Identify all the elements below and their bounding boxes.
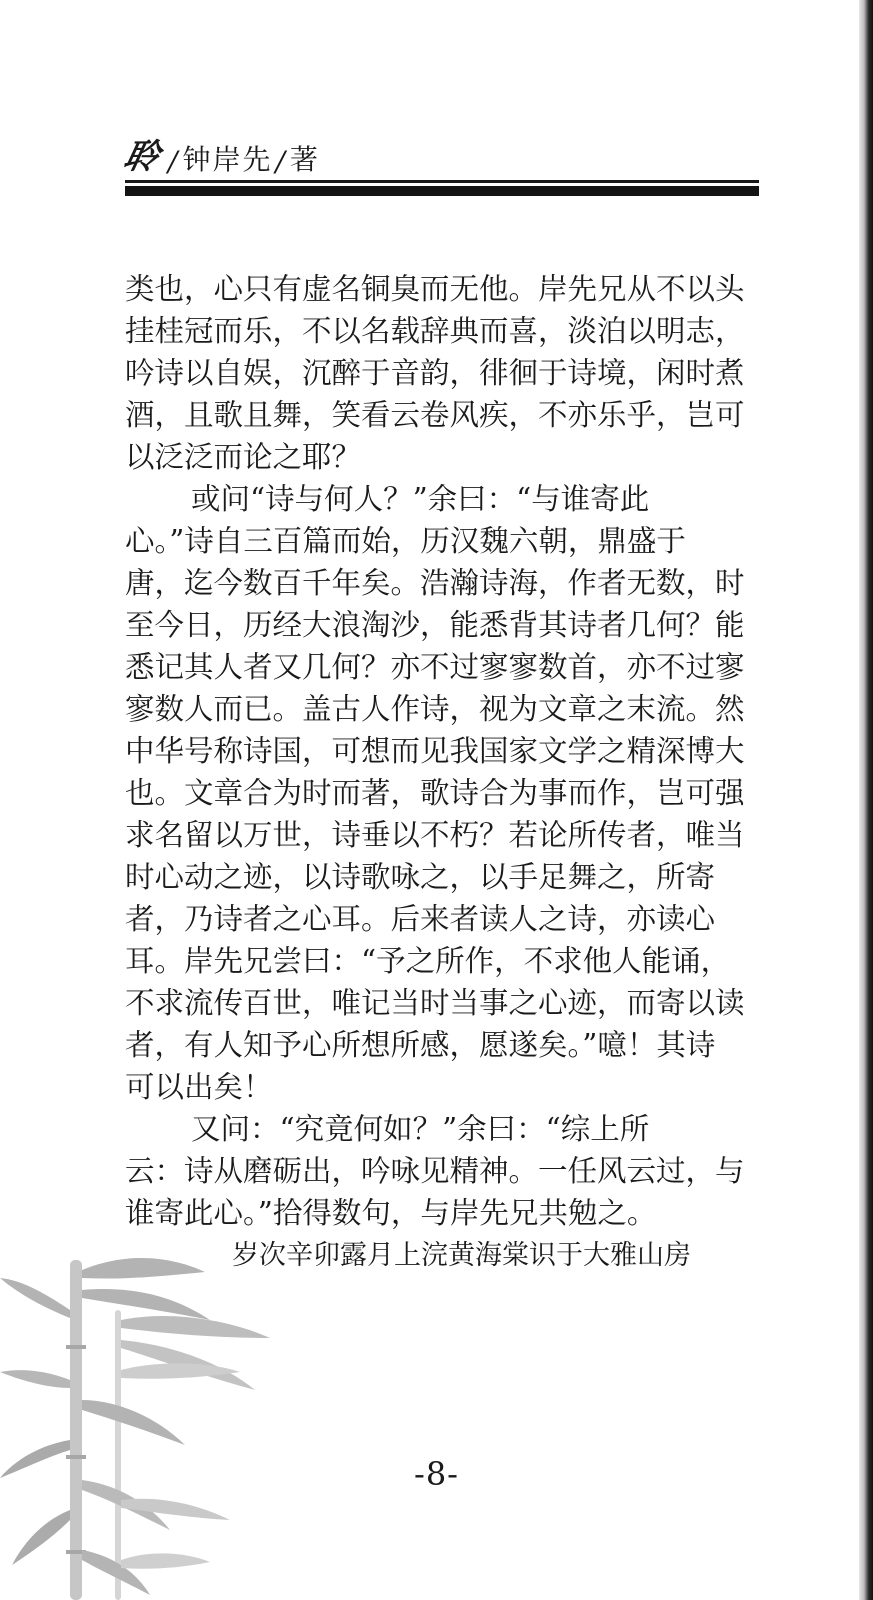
paragraph-start: 或问“诗与何人？”余曰：“与谁寄此 [191, 482, 650, 516]
author-role: 著 [289, 143, 320, 176]
bamboo-illustration-icon [0, 1250, 340, 1600]
text-line: 酒，且歌且舞，笑看云卷风疾，不亦乐乎，岂可 [125, 398, 745, 432]
header-rule-thin [125, 180, 759, 183]
signature-line: 岁次辛卯露月上浣黄海棠识于大雅山房 [232, 1240, 691, 1271]
text-line: 耳。岸先兄尝曰：“予之所作，不求他人能诵， [125, 944, 731, 978]
scanned-page-edge [859, 0, 873, 1600]
text-line: 者，有人知予心所想所感，愿遂矣。”噫！其诗 [125, 1028, 716, 1062]
text-line: 也。文章合为时而著，歌诗合为事而作，岂可强 [125, 776, 745, 810]
header-separator-1: / [168, 145, 180, 178]
text-line: 者，乃诗者之心耳。后来者读人之诗，亦读心 [125, 902, 716, 936]
text-line: 寥数人而已。盖古人作诗，视为文章之末流。然 [125, 692, 745, 726]
header-rule-thick [125, 186, 759, 196]
text-line: 类也，心只有虚名铜臭而无他。岸先兄从不以头 [125, 272, 745, 306]
text-line: 以泛泛而论之耶？ [125, 440, 362, 474]
text-line: 云：诗从磨砺出，吟咏见精神。一任风云过，与 [125, 1154, 745, 1188]
text-line: 吟诗以自娱，沉醉于音韵，徘徊于诗境，闲时煮 [125, 356, 745, 390]
text-line: 悉记其人者又几何？亦不过寥寥数首，亦不过寥 [125, 650, 745, 684]
text-line: 中华号称诗国，可想而见我国家文学之精深博大 [125, 734, 745, 768]
header-separator-2: / [275, 145, 287, 178]
text-line: 挂桂冠而乐，不以名载辞典而喜，淡泊以明志， [125, 314, 745, 348]
paragraph-start: 又问：“究竟何如？”余曰：“综上所 [191, 1112, 650, 1146]
text-line: 可以出矣！ [125, 1070, 273, 1104]
author-calligraphy-mark: 聆 [120, 137, 165, 177]
text-line: 时心动之迹，以诗歌咏之，以手足舞之，所寄 [125, 860, 716, 894]
body-text [125, 268, 765, 1234]
page-number: -8- [414, 1455, 459, 1493]
text-line: 求名留以万世，诗垂以不朽？若论所传者，唯当 [125, 818, 745, 852]
book-header [120, 128, 320, 178]
text-line: 谁寄此心。”拾得数句，与岸先兄共勉之。 [125, 1196, 657, 1230]
author-name: 钟岸先 [182, 143, 273, 176]
text-line: 至今日，历经大浪淘沙，能悉背其诗者几何？能 [125, 608, 745, 642]
text-line: 不求流传百世，唯记当时当事之心迹，而寄以读 [125, 986, 745, 1020]
text-line: 心。”诗自三百篇而始，历汉魏六朝，鼎盛于 [125, 524, 686, 558]
text-line: 唐，迄今数百千年矣。浩瀚诗海，作者无数，时 [125, 566, 745, 600]
